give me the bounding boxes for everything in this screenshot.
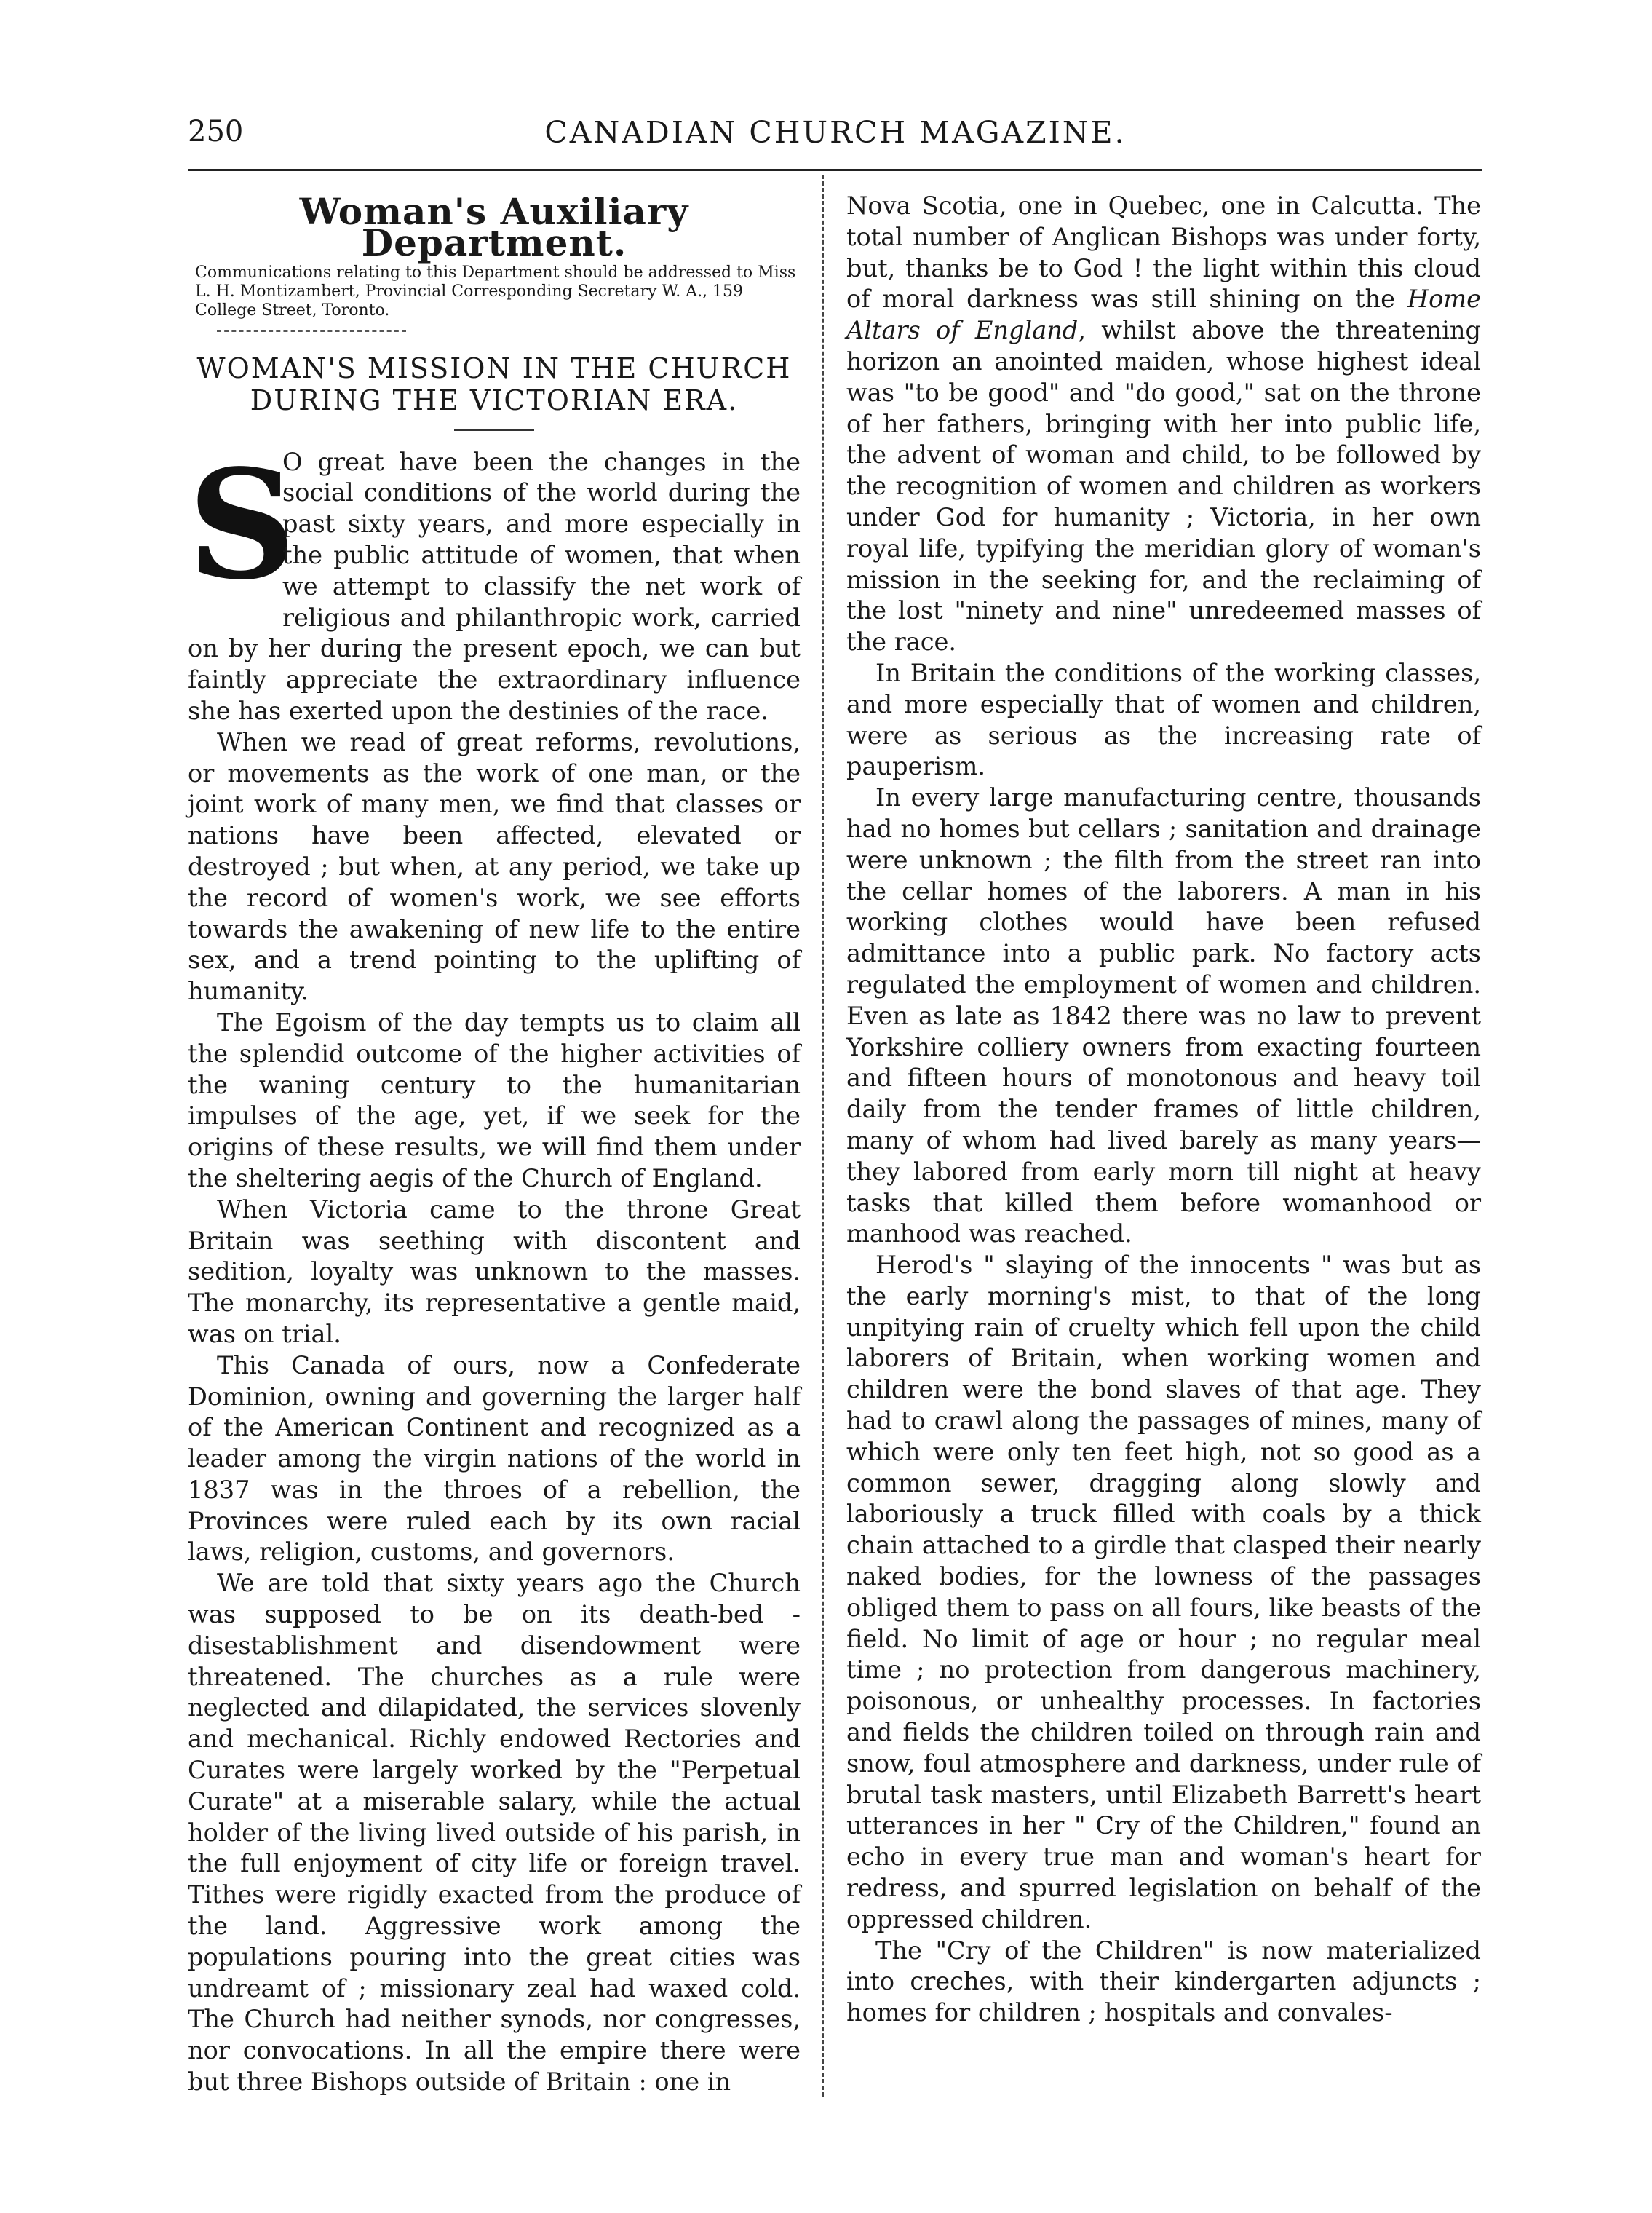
right-column (846, 191, 1481, 2029)
header-rule (188, 169, 1482, 171)
paragraph-6: We are told that sixty years ago the Church was supposed to be on its death-bed - disestablishment and disendowment were threatened. The churches as a rule were neglected and dilapidated, the services slovenly and mechanical. Richly endowed Rectories and Curates were largely worked by the "Perpetual Curate" at a miserable salary, while the actual holder of the living lived outside of his parish, in the full enjoyment of city life or foreign travel. Tithes were rigidly exacted from the produce of the land. Aggressive work among the populations pouring into the great cities was undreamt of ; missionary zeal had waxed cold. The Church had neither synods, nor congresses, nor convocations. In all the empire there were but three Bishops outside of Britain : one in (188, 1569, 801, 2097)
paragraph-3: The Egoism of the day tempts us to claim all the splendid outcome of the higher activities of the waning century to the humanitarian impulses of the age, yet, if we seek for the origins of these results, we will find them under the sheltering aegis of the Church of England. (188, 1007, 801, 1192)
paragraph-4: When Victoria came to the throne Great Britain was seething with discontent and sedition, loyalty was unknown to the masses. The monarchy, its representative a gentle maid, was on trial. (188, 1195, 801, 1348)
page-number: 250 (188, 115, 244, 149)
department-note: Communications relating to this Department should be addressed to Miss L. H. Montizambert, Provincial Corresponding Secretary W. A., 159 College Street, Toronto. (195, 263, 796, 320)
title-rule (454, 429, 534, 431)
paragraph-11: The "Cry of the Children" is now materialized into creches, with their kindergarten adjuncts ; homes for children ; hospitals and convales- (846, 1936, 1481, 2027)
section-divider (217, 330, 406, 332)
paragraph-7-emphasis: Home Altars of England (846, 285, 1481, 345)
paragraph-9: In every large manufacturing centre, thousands had no homes but cellars ; sanitation and drainage were unknown ; the filth from the street ran into the cellar homes of the laborers. A man in his working clothes would have been refused admittance into a public park. No factory acts regulated the employment of women and children. Even as late as 1842 there was no law to prevent Yorkshire colliery owners from exacting fourteen and fifteen hours of monotonous and heavy toil daily from the tender frames of little children, many of whom had lived barely as many years—they labored from early morn till night at heavy tasks that killed them before womanhood or manhood was reached. (846, 783, 1481, 1248)
drop-cap-ornament (188, 436, 296, 613)
department-title: Woman's Auxiliary Department. (299, 190, 689, 264)
paragraph-5: This Canada of ours, now a Confederate Dominion, owning and governing the larger half of the American Continent and recognized as a leader among the virgin nations of the world in 1837 was in the throes of a rebellion, the Provinces were ruled each by its own racial laws, religion, customs, and governors. (188, 1350, 801, 1567)
article-title (188, 352, 801, 416)
paragraph-7-text-a: Nova Scotia, one in Quebec, one in Calcutta. The total number of Anglican Bishops was under forty, but, thanks be to God ! the light within this cloud of moral darkness was still shining on the (846, 191, 1481, 314)
paragraph-10: Herod's " slaying of the innocents " was but as the early morning's mist, to that of the long unpitying rain of cruelty which fell upon the child laborers of Britain, when working women and children were the bond slaves of that age. They had to crawl along the passages of mines, many of which were only ten feet high, not so good as a common sewer, dragging along slowly and laboriously a truck filled with coals by a thick chain attached to a girdle that clasped their nearly naked bodies, for the lowness of the passages obliged them to pass on all fours, like beasts of the field. No limit of age or hour ; no regular meal time ; no protection from dangerous machinery, poisonous, or unhealthy processes. In factories and fields the children toiled on through rain and snow, foul atmosphere and darkness, under rule of brutal task masters, until Elizabeth Barrett's heart utterances in her " Cry of the Children," found an echo in every true man and woman's heart for redress, and spurred legislation on behalf of the oppressed children. (846, 1251, 1481, 1933)
paragraph-1-text: O great have been the changes in the social conditions of the world during the past sixty years, and more especially in the public attitude of women, that when we attempt to classify the net work of religious and philanthropic work, carried on by her during the present epoch, we can but faintly appreciate the extraordinary influence she has exerted upon the destinies of the race. (188, 447, 801, 725)
paragraph-1 (188, 436, 801, 727)
left-column (188, 191, 801, 2098)
column-separator (822, 175, 824, 2097)
article-title-line-1: WOMAN'S MISSION IN THE CHURCH (196, 352, 792, 384)
paragraph-7-text-b: , whilst above the threatening horizon an anointed maiden, whose highest ideal was "to be good" and "do good," sat on the throne of her fathers, bringing with her into public life, the advent of woman and child, to be followed by the recognition of women and children as workers under God for humanity ; Victoria, in her own royal life, typifying the meridian glory of woman's mission in the seeking for, and the reclaiming of the lost "ninety and nine" unredeemed masses of the race. (846, 316, 1481, 657)
paragraph-2: When we read of great reforms, revolutions, or movements as the work of one man, or the joint work of many men, we find that classes or nations have been affected, elevated or destroyed ; but when, at any period, we take up the record of women's work, we see efforts towards the awakening of new life to the entire sex, and a trend pointing to the uplifting of humanity. (188, 727, 801, 1006)
running-head: CANADIAN CHURCH MAGAZINE. (544, 115, 1127, 150)
page-header (188, 115, 1483, 166)
paragraph-7 (846, 191, 1481, 658)
paragraph-8: In Britain the conditions of the working classes, and more especially that of women and children, were as serious as the increasing rate of pauperism. (846, 658, 1481, 781)
article-title-line-2: DURING THE VICTORIAN ERA. (250, 384, 739, 416)
drop-cap: S (188, 436, 296, 613)
